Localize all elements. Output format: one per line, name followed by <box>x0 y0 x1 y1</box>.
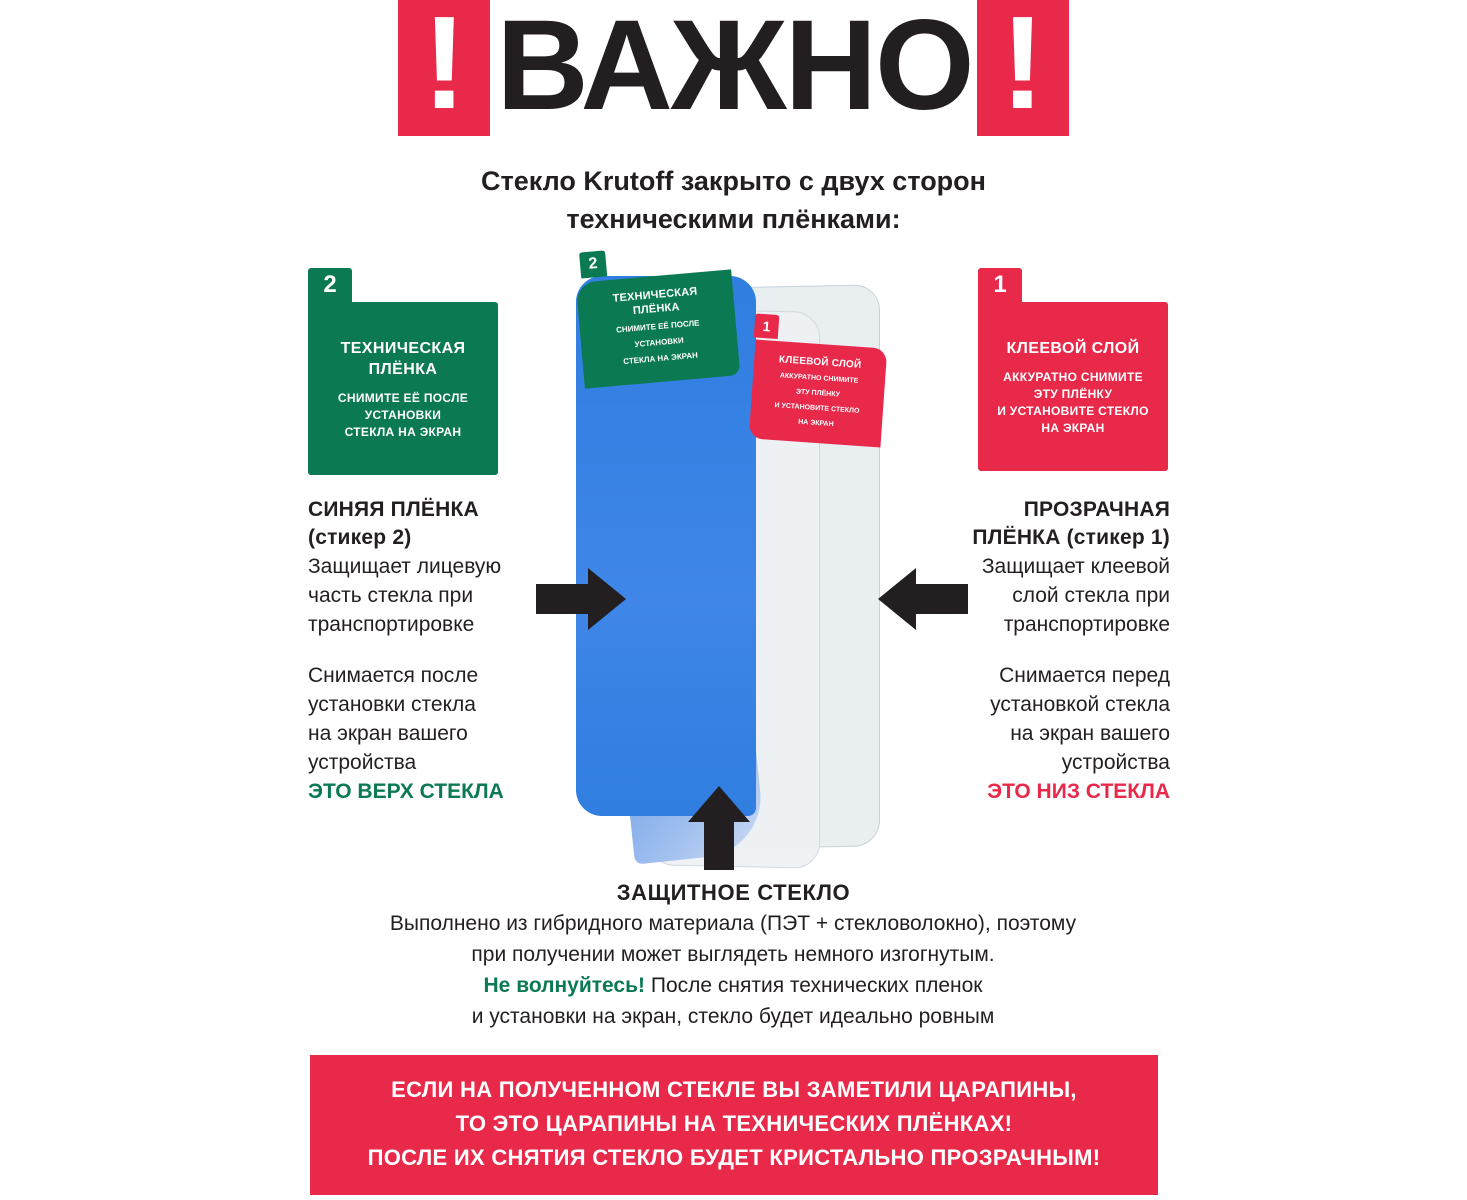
green-card-number-badge: 2 <box>308 268 352 302</box>
left-heading-line-2: (стикер 2) <box>308 526 412 549</box>
glass-desc-line-3-bold: Не волнуйтесь! <box>483 974 646 997</box>
arrow-up-pointing-icon <box>688 786 750 875</box>
green-film-sticker-sub-3: СТЕКЛА НА ЭКРАН <box>622 350 699 367</box>
right-description-block <box>930 496 1170 806</box>
red-film-callout-card <box>978 268 1168 471</box>
left-body-line-3: транспортировке <box>308 613 475 636</box>
left-description-block <box>308 496 548 806</box>
glass-desc-line-1: Выполнено из гибридного материала (ПЭТ + стекловолокно), поэтому <box>389 912 1077 935</box>
glass-desc-line-2: при получении может выглядеть немного изгогнутым. <box>471 943 995 966</box>
right-body2-line-4: устройства <box>1061 751 1170 774</box>
banner-line-2: ТО ЭТО ЦАРАПИНЫ НА ТЕХНИЧЕСКИХ ПЛЁНКАХ! <box>455 1111 1013 1136</box>
right-body2-line-1: Снимается перед <box>999 664 1170 687</box>
red-film-sticker-sub-1: АККУРАТНО СНИМИТЕ <box>779 372 859 385</box>
green-card-body <box>308 302 498 475</box>
left-body-line-2: часть стекла при <box>308 584 474 607</box>
left-body2-line-1: Снимается после <box>308 664 479 687</box>
subtitle-line-1: Стекло Krutoff закрыто с двух сторон <box>481 166 986 196</box>
right-spacer <box>930 639 1170 661</box>
right-accent-text: ЭТО НИЗ СТЕКЛА <box>987 780 1170 803</box>
exclamation-left-icon: ! <box>398 0 490 136</box>
red-card-sub-line-1: АККУРАТНО СНИМИТЕ <box>1003 370 1143 384</box>
red-film-sticker-sub-2: ЭТУ ПЛЁНКУ <box>795 388 841 399</box>
glass-section-title: ЗАЩИТНОЕ СТЕКЛО <box>616 880 851 905</box>
red-card-number-badge: 1 <box>978 268 1022 302</box>
green-card-title-line-2: ПЛЁНКА <box>368 361 438 378</box>
warning-banner <box>310 1055 1158 1195</box>
green-card-sub-line-1: СНИМИТЕ ЕЁ ПОСЛЕ <box>337 391 469 405</box>
left-body2-line-2: установки стекла <box>308 693 476 716</box>
left-body2-line-4: устройства <box>308 751 417 774</box>
left-accent-text: ЭТО ВЕРХ СТЕКЛА <box>308 780 504 803</box>
green-film-sticker-sub-1: СНИМИТЕ ЕЁ ПОСЛЕ <box>615 318 700 335</box>
left-heading-line-1: СИНЯЯ ПЛЁНКА <box>308 498 479 521</box>
red-card-title: КЛЕЕВОЙ СЛОЙ <box>1006 340 1140 357</box>
exclamation-right-icon: ! <box>977 0 1069 136</box>
green-film-sticker-title-1: ТЕХНИЧЕСКАЯ <box>612 285 698 305</box>
green-film-callout-card <box>308 268 498 475</box>
red-film-sticker-sub-3: И УСТАНОВИТЕ СТЕКЛО <box>774 402 860 415</box>
green-film-sticker-sub-2: УСТАНОВКИ <box>634 335 685 350</box>
right-body2-line-3: на экран вашего <box>1010 722 1170 745</box>
red-card-sub-line-4: НА ЭКРАН <box>1041 421 1105 435</box>
red-card-sub-line-3: И УСТАНОВИТЕ СТЕКЛО <box>997 404 1149 418</box>
subtitle <box>0 162 1467 238</box>
left-body2-line-3: на экран вашего <box>308 722 468 745</box>
glass-desc-line-4: и установки на экран, стекло будет идеально ровным <box>471 1005 995 1028</box>
right-body-line-2: слой стекла при <box>1012 584 1170 607</box>
red-film-sticker-sub-4: НА ЭКРАН <box>797 418 834 429</box>
red-film-sticker <box>749 317 888 448</box>
red-film-sticker-number: 1 <box>754 313 780 339</box>
green-film-sticker-title-2: ПЛЁНКА <box>632 301 681 318</box>
page-title: ВАЖНО <box>496 0 973 137</box>
arrow-right-pointing-icon <box>536 568 626 635</box>
green-film-sticker <box>576 255 741 388</box>
header-banner <box>0 0 1467 140</box>
banner-line-1: ЕСЛИ НА ПОЛУЧЕННОМ СТЕКЛЕ ВЫ ЗАМЕТИЛИ ЦАРАПИНЫ, <box>391 1077 1077 1102</box>
right-heading-line-1: ПРОЗРАЧНАЯ <box>1023 498 1170 521</box>
red-card-body <box>978 302 1168 471</box>
right-body-line-3: транспортировке <box>1003 613 1170 636</box>
subtitle-line-2: техническими плёнками: <box>566 204 901 234</box>
glass-desc-line-3-rest: После снятия технических пленок <box>645 974 983 997</box>
glass-section-description <box>233 908 1233 1032</box>
green-film-sticker-number: 2 <box>579 250 607 278</box>
glass-desc-line-3 <box>233 970 1233 1001</box>
banner-line-3: ПОСЛЕ ИХ СНЯТИЯ СТЕКЛО БУДЕТ КРИСТАЛЬНО ПРОЗРАЧНЫМ! <box>367 1145 1101 1170</box>
green-card-title-line-1: ТЕХНИЧЕСКАЯ <box>340 340 466 357</box>
red-card-sub-line-2: ЭТУ ПЛЁНКУ <box>1033 387 1113 401</box>
green-card-sub-line-3: СТЕКЛА НА ЭКРАН <box>344 425 462 439</box>
right-heading-line-2: ПЛЁНКА (стикер 1) <box>972 526 1170 549</box>
red-film-sticker-title: КЛЕЕВОЙ СЛОЙ <box>778 354 862 371</box>
left-spacer <box>308 639 548 661</box>
green-card-sub-line-2: УСТАНОВКИ <box>364 408 442 422</box>
left-body-line-1: Защищает лицевую <box>308 555 502 578</box>
right-body-line-1: Защищает клеевой <box>981 555 1170 578</box>
right-body2-line-2: установкой стекла <box>990 693 1170 716</box>
